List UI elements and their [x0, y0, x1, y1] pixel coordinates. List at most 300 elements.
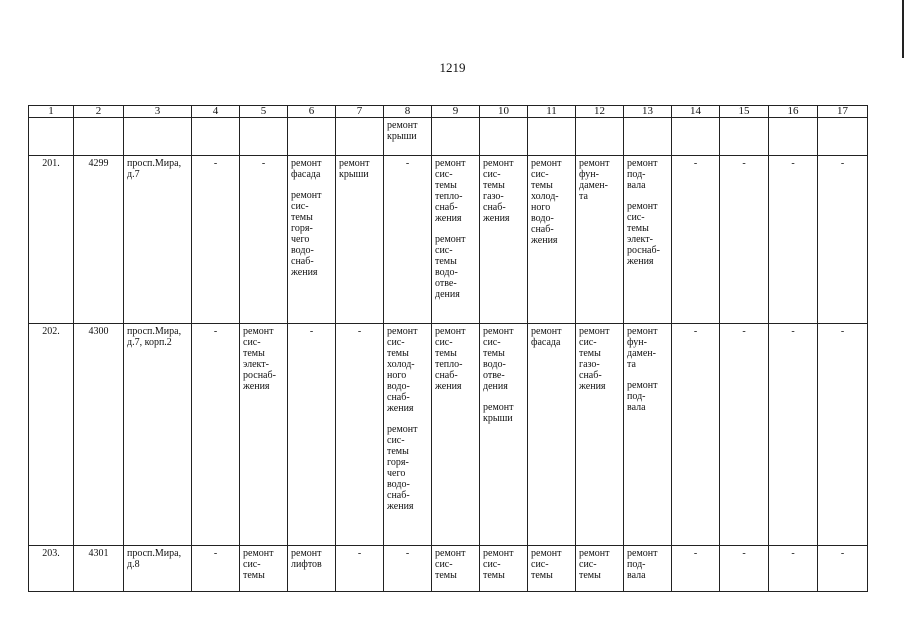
cell-text: ремонт [435, 548, 466, 559]
cell-entry [821, 548, 864, 559]
cell-entry [77, 548, 120, 559]
column-header: 5 [240, 106, 288, 118]
cell-text: ремонт [483, 158, 514, 169]
empty-dash: - [213, 158, 218, 169]
cell-text: темы [243, 348, 265, 359]
cell-entry [579, 326, 620, 392]
table-cell [288, 118, 336, 156]
cell-text: ремонт [627, 548, 658, 559]
cell-text: под- [627, 169, 646, 180]
cell-text: жения [483, 213, 510, 224]
cell-entry [627, 380, 668, 413]
cell-text: ремонт [291, 158, 322, 169]
page-number: 1219 [439, 60, 466, 75]
cell-text: водо- [291, 245, 314, 256]
table-cell [288, 546, 336, 592]
cell-text: дения [435, 289, 460, 300]
cell-text: вала [627, 402, 646, 413]
cell-text: д.7 [127, 169, 140, 180]
cell-entry [627, 548, 668, 581]
cell-entry [243, 326, 284, 392]
table-cell [124, 324, 192, 546]
cell-text: сис- [435, 245, 453, 256]
cell-text: ремонт [627, 380, 658, 391]
cell-text: темы [627, 223, 649, 234]
cell-text: под- [627, 559, 646, 570]
cell-text: ремонт [387, 120, 418, 131]
cell-entry [483, 548, 524, 581]
table-cell [192, 324, 240, 546]
table-cell [576, 156, 624, 324]
cell-text: тепло- [435, 359, 463, 370]
cell-entry [291, 158, 332, 180]
cell-text: элект- [243, 359, 269, 370]
cell-text: сис- [387, 435, 405, 446]
table-cell [336, 324, 384, 546]
cell-text: сис- [243, 559, 261, 570]
cell-entry [675, 326, 716, 337]
cell-entry [772, 158, 814, 169]
cell-entry [531, 548, 572, 581]
cell-entry [291, 326, 332, 337]
table-row [29, 156, 868, 324]
cell-text: ного [531, 202, 551, 213]
cell-text: вала [627, 180, 646, 191]
table-cell [769, 324, 818, 546]
cell-text: отве- [483, 370, 505, 381]
table-cell [240, 156, 288, 324]
empty-dash: - [742, 548, 746, 559]
table-cell [480, 118, 528, 156]
cell-entry [387, 548, 428, 559]
cell-text: фун- [627, 337, 647, 348]
table-row [29, 546, 868, 592]
cell-text: крыши [387, 131, 417, 142]
cell-text: ремонт [435, 234, 466, 245]
cell-text: крыши [483, 413, 513, 424]
column-header: 6 [288, 106, 336, 118]
table-cell [384, 546, 432, 592]
cell-text: сис- [435, 337, 453, 348]
cell-text: просп.Мира, [127, 326, 182, 337]
table-cell [624, 156, 672, 324]
table-cell [384, 324, 432, 546]
cell-entry [627, 326, 668, 370]
scan-edge-mark [902, 0, 904, 58]
cell-text: темы [531, 180, 553, 191]
cell-text: тепло- [435, 191, 463, 202]
cell-entry [32, 158, 70, 169]
empty-dash: - [840, 158, 845, 169]
cell-text: холод- [531, 191, 559, 202]
cell-text: та [579, 191, 588, 202]
cell-entry [195, 326, 236, 337]
empty-dash: - [357, 326, 362, 337]
cell-entry [195, 548, 236, 559]
empty-dash: - [791, 548, 795, 559]
cell-text: сис- [531, 559, 549, 570]
cell-text: сис- [435, 559, 453, 570]
cell-text: водо- [387, 381, 410, 392]
cell-text: темы [531, 570, 553, 581]
table-cell [29, 156, 74, 324]
cell-text: д.7, корп.2 [127, 337, 172, 348]
table-cell [576, 546, 624, 592]
cell-entry [772, 548, 814, 559]
cell-text: горя- [387, 457, 409, 468]
cell-text: ремонт [627, 201, 658, 212]
cell-text: горя- [291, 223, 313, 234]
cell-text: крыши [339, 169, 369, 180]
table-cell [528, 118, 576, 156]
empty-dash: - [742, 158, 746, 169]
cell-entry [483, 158, 524, 224]
cell-text: ремонт [243, 326, 274, 337]
empty-dash: - [693, 548, 698, 559]
cell-entry [339, 548, 380, 559]
table-cell [124, 118, 192, 156]
cell-text: ремонт [291, 190, 322, 201]
table-cell [576, 118, 624, 156]
cell-text: чего [291, 234, 310, 245]
cell-text: ремонт [291, 548, 322, 559]
cell-text: сис- [579, 559, 597, 570]
cell-entry [77, 326, 120, 337]
cell-entry [675, 548, 716, 559]
cell-entry [483, 326, 524, 392]
table-cell [480, 546, 528, 592]
table-cell [672, 546, 720, 592]
cell-text: темы [483, 348, 505, 359]
cell-entry [387, 158, 428, 169]
cell-entry [435, 158, 476, 224]
cell-entry [127, 326, 188, 348]
cell-text: просп.Мира, [127, 548, 182, 559]
table-cell [818, 546, 868, 592]
cell-entry [77, 158, 120, 169]
table-cell [818, 118, 868, 156]
cell-entry [243, 548, 284, 581]
empty-dash: - [405, 158, 410, 169]
table-cell [528, 324, 576, 546]
table-cell [240, 546, 288, 592]
empty-dash: - [693, 158, 698, 169]
cell-entry [723, 158, 765, 169]
cell-text: ремонт [483, 402, 514, 413]
cell-entry [531, 158, 572, 246]
cell-entry [723, 548, 765, 559]
cell-text: ремонт [579, 158, 610, 169]
empty-dash: - [213, 326, 218, 337]
table-cell [384, 118, 432, 156]
cell-entry [291, 190, 332, 278]
table-cell [624, 118, 672, 156]
column-header: 9 [432, 106, 480, 118]
table-cell [480, 156, 528, 324]
column-header: 2 [74, 106, 124, 118]
cell-text: ного [387, 370, 407, 381]
column-header: 11 [528, 106, 576, 118]
cell-text: ремонт [387, 326, 418, 337]
table-cell [74, 546, 124, 592]
column-header: 7 [336, 106, 384, 118]
cell-entry [723, 326, 765, 337]
cell-text: сис- [291, 201, 309, 212]
cell-text: фун- [579, 169, 599, 180]
cell-text: темы [435, 570, 457, 581]
table-cell [672, 156, 720, 324]
cell-text: жения [387, 403, 414, 414]
cell-entry [243, 158, 284, 169]
cell-text: ремонт [531, 158, 562, 169]
cell-text: ремонт [579, 548, 610, 559]
cell-text: элект- [627, 234, 653, 245]
column-header: 17 [818, 106, 868, 118]
table-cell [240, 324, 288, 546]
cell-entry [435, 548, 476, 581]
cell-text: снаб- [435, 202, 458, 213]
table-cell [720, 156, 769, 324]
cell-text: жения [291, 267, 318, 278]
cell-text: снаб- [579, 370, 602, 381]
table-cell [720, 324, 769, 546]
table-cell [192, 118, 240, 156]
cell-text: темы [291, 212, 313, 223]
cell-text: снаб- [291, 256, 314, 267]
column-header: 1 [29, 106, 74, 118]
empty-dash: - [742, 326, 746, 337]
table-cell [432, 324, 480, 546]
cell-text: снаб- [483, 202, 506, 213]
table-cell [192, 156, 240, 324]
cell-text: темы [243, 570, 265, 581]
column-header: 16 [769, 106, 818, 118]
cell-entry [339, 158, 380, 180]
cell-text: жения [627, 256, 654, 267]
cell-entry [127, 548, 188, 570]
cell-text: дения [483, 381, 508, 392]
empty-dash: - [405, 548, 410, 559]
empty-dash: - [357, 548, 362, 559]
cell-text: жения [531, 235, 558, 246]
table-cell [818, 156, 868, 324]
cell-text: фасада [291, 169, 321, 180]
cell-text: ремонт [531, 326, 562, 337]
cell-text: водо- [387, 479, 410, 490]
column-header: 3 [124, 106, 192, 118]
column-header: 12 [576, 106, 624, 118]
cell-text: сис- [483, 337, 501, 348]
column-header: 8 [384, 106, 432, 118]
cell-entry [339, 326, 380, 337]
table-cell [528, 156, 576, 324]
empty-dash: - [791, 326, 795, 337]
cell-text: темы [579, 348, 601, 359]
cell-text: жения [579, 381, 606, 392]
table-cell [29, 546, 74, 592]
cell-text: 201. [42, 158, 60, 169]
cell-text: темы [483, 570, 505, 581]
cell-text: та [627, 359, 636, 370]
cell-entry [32, 548, 70, 559]
empty-dash: - [693, 326, 698, 337]
cell-text: роснаб- [243, 370, 276, 381]
empty-dash: - [840, 326, 845, 337]
cell-text: ремонт [627, 326, 658, 337]
cell-text: водо- [531, 213, 554, 224]
table-cell [336, 118, 384, 156]
cell-text: ремонт [627, 158, 658, 169]
table-cell [624, 546, 672, 592]
cell-text: темы [435, 348, 457, 359]
table-cell [672, 324, 720, 546]
cell-text: сис- [483, 169, 501, 180]
cell-entry [435, 326, 476, 392]
cell-entry [675, 158, 716, 169]
cell-entry [483, 402, 524, 424]
table-cell [74, 118, 124, 156]
cell-entry [387, 120, 428, 142]
empty-dash: - [261, 158, 266, 169]
cell-text: лифтов [291, 559, 322, 570]
cell-text: чего [387, 468, 406, 479]
cell-text: сис- [579, 337, 597, 348]
cell-text: снаб- [531, 224, 554, 235]
empty-dash: - [840, 548, 845, 559]
cell-entry [32, 326, 70, 337]
cell-text: жения [243, 381, 270, 392]
column-header: 15 [720, 106, 769, 118]
cell-entry [531, 326, 572, 348]
cell-text: ремонт [531, 548, 562, 559]
table-cell [624, 324, 672, 546]
table-cell [576, 324, 624, 546]
table-cell [432, 546, 480, 592]
cell-entry [435, 234, 476, 300]
cell-text: холод- [387, 359, 415, 370]
empty-dash: - [791, 158, 795, 169]
table-cell [769, 118, 818, 156]
cell-text: ремонт [435, 158, 466, 169]
table-cell [288, 156, 336, 324]
table-cell [769, 546, 818, 592]
cell-entry [579, 548, 620, 581]
cell-entry [127, 158, 188, 180]
cell-text: снаб- [387, 392, 410, 403]
column-header: 13 [624, 106, 672, 118]
cell-text: 4300 [88, 326, 109, 337]
table-cell [336, 156, 384, 324]
works-table [28, 105, 868, 592]
cell-text: ремонт [339, 158, 370, 169]
cell-text: вала [627, 570, 646, 581]
cell-text: 203. [42, 548, 60, 559]
cell-entry [195, 158, 236, 169]
table-cell [74, 324, 124, 546]
table-cell [336, 546, 384, 592]
cell-text: роснаб- [627, 245, 660, 256]
cell-text: отве- [435, 278, 457, 289]
cell-text: жения [435, 213, 462, 224]
cell-text: сис- [531, 169, 549, 180]
table-cell [720, 546, 769, 592]
cell-entry [772, 326, 814, 337]
cell-text: темы [435, 180, 457, 191]
cell-text: ремонт [243, 548, 274, 559]
cell-text: ремонт [387, 424, 418, 435]
cell-text: сис- [243, 337, 261, 348]
cell-entry [821, 326, 864, 337]
cell-text: фасада [531, 337, 561, 348]
cell-text: водо- [483, 359, 506, 370]
table-cell [528, 546, 576, 592]
cell-text: темы [387, 446, 409, 457]
cell-text: сис- [387, 337, 405, 348]
column-header: 4 [192, 106, 240, 118]
table-cell [240, 118, 288, 156]
table-cell [480, 324, 528, 546]
table-cell [29, 118, 74, 156]
cell-text: просп.Мира, [127, 158, 182, 169]
cell-text: сис- [627, 212, 645, 223]
table-cell [74, 156, 124, 324]
cell-text: темы [579, 570, 601, 581]
table-cell [769, 156, 818, 324]
cell-text: снаб- [435, 370, 458, 381]
cell-text: 4301 [88, 548, 109, 559]
header-row [29, 106, 868, 118]
cell-text: дамен- [627, 348, 656, 359]
table-cell [720, 118, 769, 156]
cell-text: д.8 [127, 559, 140, 570]
cell-text: сис- [483, 559, 501, 570]
table-cell [124, 546, 192, 592]
cell-text: ремонт [483, 326, 514, 337]
table-cell [384, 156, 432, 324]
cell-text: дамен- [579, 180, 608, 191]
cell-text: темы [387, 348, 409, 359]
table-cell [818, 324, 868, 546]
table-cell [192, 546, 240, 592]
cell-text: темы [435, 256, 457, 267]
table-cell [29, 324, 74, 546]
empty-dash: - [213, 548, 218, 559]
table-cell [672, 118, 720, 156]
cell-text: 202. [42, 326, 60, 337]
cell-text: ремонт [435, 326, 466, 337]
cell-text: ремонт [579, 326, 610, 337]
table-row [29, 118, 868, 156]
cell-entry [387, 424, 428, 512]
cell-text: ремонт [483, 548, 514, 559]
cell-entry [387, 326, 428, 414]
cell-text: 4299 [88, 158, 109, 169]
cell-text: темы [483, 180, 505, 191]
cell-entry [821, 158, 864, 169]
table-cell [432, 156, 480, 324]
cell-text: водо- [435, 267, 458, 278]
empty-dash: - [309, 326, 314, 337]
cell-text: газо- [579, 359, 600, 370]
column-header: 10 [480, 106, 528, 118]
cell-text: под- [627, 391, 646, 402]
cell-entry [579, 158, 620, 202]
table-row [29, 324, 868, 546]
table-cell [432, 118, 480, 156]
cell-text: снаб- [387, 490, 410, 501]
cell-text: жения [387, 501, 414, 512]
table-cell [124, 156, 192, 324]
